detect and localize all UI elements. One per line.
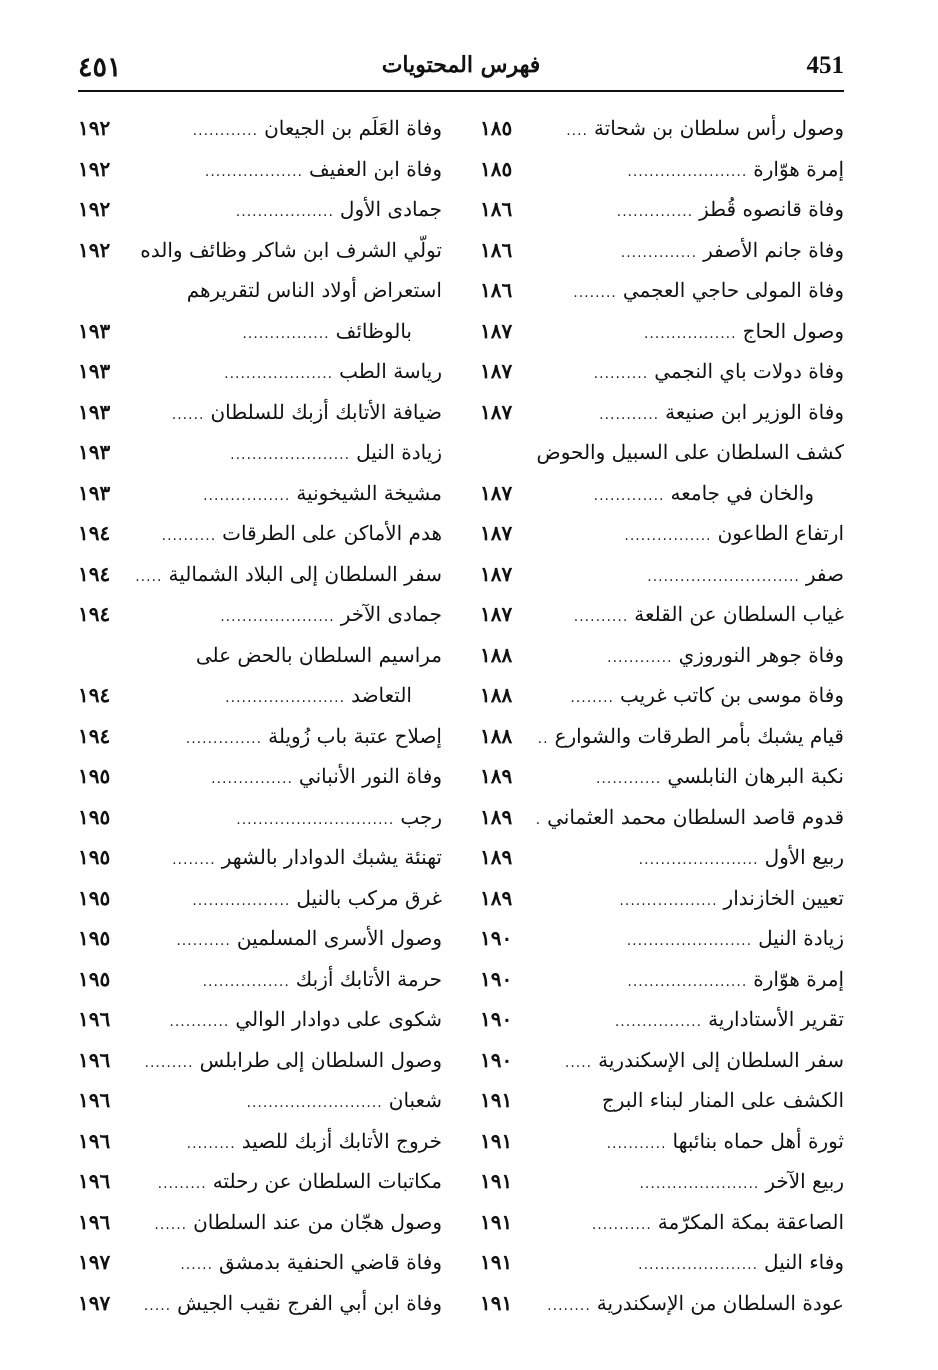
toc-entry-leader: ............ [607,649,673,666]
toc-entry-title: ارتفاع الطاعون [717,521,844,546]
toc-entry-leader: ................ [614,1014,703,1031]
toc-entry-leader: ........ [172,852,216,869]
toc-entry [480,878,844,919]
toc-entry-title: مراسيم السلطان بالحض على [195,642,442,667]
toc-entry [480,1202,844,1243]
toc-entry [78,1283,442,1324]
page-number-latin: 451 [806,52,844,79]
toc-entry-page: ١٩٤ [78,723,111,748]
toc-entry [480,716,844,757]
toc-entry-title: استعراض أولاد الناس لتقريرهم [186,278,442,303]
toc-entry-leader: .............. [620,244,698,261]
toc-entry-page: ١٨٧ [480,359,513,384]
toc-entry-leader: ................ [624,528,712,545]
toc-entry-leader: ...................... [225,690,346,707]
toc-entry [480,513,844,554]
toc-entry [480,1161,844,1202]
toc-entry-page: ١٨٨ [480,642,513,667]
toc-entry-page: ١٩٦ [78,1088,111,1113]
toc-entry [78,351,442,392]
toc-entry [480,351,844,392]
toc-entry-title: إصلاح عتبة باب زُويلة [268,723,442,748]
toc-entry-leader: .................... [224,366,334,383]
toc-entry [480,189,844,230]
toc-entry [78,1242,442,1283]
toc-entry-page: ١٨٨ [480,683,513,708]
toc-entry-leader: ................. [643,325,737,342]
toc-entry-page: ١٩٥ [78,926,111,951]
toc-entry [480,959,844,1000]
toc-entry [480,918,844,959]
toc-entry-page: ١٩٣ [78,440,111,465]
toc-entry [78,473,442,514]
toc-entry-page: ١٩٥ [78,966,111,991]
toc-entry-title: وفاة ابن العفيف [308,156,442,181]
toc-entry [480,594,844,635]
toc-entry-page: ١٩٥ [78,764,111,789]
toc-entry-leader [124,287,152,293]
toc-entry-leader: ...... [171,406,205,423]
toc-entry [78,999,442,1040]
toc-entry-page: ١٨٥ [480,156,513,181]
toc-entry [78,554,442,595]
toc-entry-page: ١٨٧ [480,602,513,627]
toc-entry-title: سفر السلطان إلى البلاد الشمالية [168,561,442,586]
toc-entry [78,959,442,1000]
toc-entry-leader [124,652,157,658]
toc-entry-page: ١٨٩ [480,804,513,829]
toc-entry-page: ١٩٣ [78,359,111,384]
toc-entry-title: وفاة جانم الأصفر [703,237,844,262]
toc-entry-title: تعيين الخازندار [723,885,844,910]
toc-entry-page: ١٩٢ [78,197,111,222]
toc-entry-title: ثورة أهل حماه بنائبها [672,1128,844,1153]
toc-entry-title: قيام يشبك بأمر الطرقات والشوارع [554,723,844,748]
toc-entry [480,392,844,433]
toc-entry-title: ربيع الآخر [765,1169,844,1194]
toc-entry [78,756,442,797]
toc-entry-title: شعبان [388,1088,442,1113]
toc-entry [78,1080,442,1121]
toc-entry-leader: ................ [242,325,330,342]
toc-entry [78,311,442,352]
toc-entry [78,1121,442,1162]
toc-entry-title: هدم الأماكن على الطرقات [222,521,442,546]
toc-entry-title: وفاة ابن أبي الفرج نقيب الجيش [177,1290,442,1315]
toc-entry-title: تولّي الشرف ابن شاكر وظائف والده [140,237,442,262]
toc-entry-page: ١٨٧ [480,480,513,505]
toc-entry [480,635,844,676]
toc-entry-title: عودة السلطان من الإسكندرية [596,1290,844,1315]
toc-entry-leader: .......... [176,933,231,950]
toc-entry-title: إمرة هوّارة [753,156,844,181]
toc-entry-page: ١٩٣ [78,480,111,505]
toc-entry-title: وصول هجّان من عند السلطان [193,1209,442,1234]
toc-entry-title: وفاة قاضي الحنفية بدمشق [219,1250,442,1275]
toc-entry-leader: ...................... [627,973,748,990]
toc-entry-page: ١٩٢ [78,237,111,262]
toc-entry-leader [526,449,528,455]
toc-entry-leader: ........... [169,1014,230,1031]
toc-entry [480,1242,844,1283]
toc-entry-page: ١٩٠ [480,926,513,951]
running-title: فهرس المحتويات [381,52,541,78]
toc-entry [78,1161,442,1202]
toc-entry-leader: .......... [593,366,649,383]
toc-entry-page: ١٩٣ [78,318,111,343]
toc-entry-page: ١٨٧ [480,521,513,546]
toc-entry-title: جمادى الآخر [340,602,442,627]
toc-entry-title: وفاة العَلَم بن الجيعان [264,116,442,141]
toc-entry-page: ١٩٦ [78,1209,111,1234]
toc-entry-leader: .......... [161,528,217,545]
toc-entry-leader: .. [537,730,549,747]
toc-entry-leader: ............ [595,771,662,788]
toc-entry-leader: . [535,811,542,828]
toc-entry [78,432,442,473]
toc-entry [78,635,442,676]
toc-entry [480,675,844,716]
toc-entry-title: الصاعقة بمكة المكرّمة [657,1209,844,1234]
toc-entry [78,513,442,554]
toc-entry-leader: .... [566,123,589,140]
toc-entry-title: وفاة دولات باي النجمي [654,359,844,384]
toc-entry-leader: ........... [599,406,660,423]
toc-entry-page: ١٩١ [480,1209,513,1234]
toc-entry-page: ١٩١ [480,1088,513,1113]
toc-entry-page: ١٨٩ [480,764,513,789]
toc-entry-leader: ............................. [236,811,395,828]
toc-entry [78,270,442,311]
toc-entry [480,554,844,595]
toc-entry [78,797,442,838]
toc-entry-title: والخان في جامعه [670,480,814,505]
toc-entry-title: إمرة هوّارة [753,966,844,991]
toc-entry-title: تهنئة يشبك الدوادار بالشهر [221,845,442,870]
toc-entry-page: ١٩٦ [78,1007,111,1032]
toc-entry [480,230,844,271]
toc-entry-leader: ...... [180,1257,214,1274]
toc-entry-leader: .......... [573,609,629,626]
toc-entry-leader: ....................... [626,933,753,950]
toc-entry-title: تقرير الأستادارية [708,1007,844,1032]
toc-entry [480,432,844,473]
toc-column-right [480,108,844,1323]
toc-entry-page: ١٩١ [480,1250,513,1275]
toc-entry [78,837,442,878]
toc-entry-leader: ........ [547,1297,591,1314]
toc-entry-leader: ..... [564,1054,593,1071]
toc-entry [480,1040,844,1081]
toc-entry-page: ١٨٧ [480,399,513,424]
toc-entry-page: ١٩٠ [480,966,513,991]
toc-entry-leader: ...................... [638,852,759,869]
toc-entry-page: ١٨٩ [480,845,513,870]
toc-entry-leader [526,1097,596,1103]
toc-entry-page: ١٩٣ [78,399,111,424]
toc-entry-leader: ......... [186,1135,236,1152]
toc-entry [78,230,442,271]
toc-entry [480,1080,844,1121]
toc-entry-leader: ......................... [246,1095,383,1112]
toc-entry-page: ١٩٥ [78,845,111,870]
toc-entry-page: ١٨٥ [480,116,513,141]
toc-entry-title: ضيافة الأتابك أزبك للسلطان [210,399,442,424]
toc-entry-page: ١٨٧ [480,318,513,343]
toc-entry [480,270,844,311]
toc-entry-page: ١٨٧ [480,561,513,586]
toc-entry-page: ١٩١ [480,1169,513,1194]
toc-entry [78,675,442,716]
toc-entry-title: قدوم قاصد السلطان محمد العثماني [547,804,844,829]
toc-entry-leader: ......... [157,1176,207,1193]
toc-entry [480,108,844,149]
toc-entry-title: غياب السلطان عن القلعة [634,602,844,627]
toc-entry-leader: ...................... [230,447,351,464]
toc-entry-title: زيادة النيل [758,926,844,951]
toc-entry [78,594,442,635]
toc-entry-title: كشف السلطان على السبيل والحوض [536,440,844,465]
toc-entry-leader: .............. [185,730,263,747]
page-header [78,44,844,92]
toc-entry-leader: .................. [235,204,334,221]
toc-entry [78,189,442,230]
toc-entry-title: سفر السلطان إلى الإسكندرية [598,1047,844,1072]
toc-entry-title: مكاتبات السلطان عن رحلته [212,1169,442,1194]
toc-entry-title: وفاء النيل [764,1250,844,1275]
toc-entry-leader: ..... [143,1297,172,1314]
toc-entry-leader: ..... [135,568,163,585]
toc-entry-leader: ...................... [627,163,748,180]
toc-entry [78,1202,442,1243]
toc-entry-title: ربيع الأول [764,845,844,870]
toc-entry-leader: ............. [593,487,665,504]
toc-entry [480,149,844,190]
toc-entry-title: الكشف على المنار لبناء البرج [601,1088,844,1113]
toc-entry-leader: ........... [591,1216,652,1233]
toc-entry-page: ١٩٦ [78,1047,111,1072]
toc-entry-page: ١٩١ [480,1128,513,1153]
toc-entry [480,473,844,514]
toc-entry-leader: .............. [616,204,694,221]
toc-entry-page: ١٨٩ [480,885,513,910]
toc-entry-leader: ...... [154,1216,188,1233]
toc-entry-leader: ........... [606,1135,667,1152]
toc-entry-leader [124,247,134,253]
toc-entry-page: ١٩٤ [78,521,111,546]
toc-entry-title: التعاضد [351,683,412,708]
toc-entry [480,1283,844,1324]
toc-entry-leader: ..................... [220,609,335,626]
toc-entry-leader: ...................... [638,1257,759,1274]
toc-entry-title: وفاة النور الأنباني [298,764,442,789]
toc-entry-page: ١٨٨ [480,723,513,748]
toc-entry-page: ١٩٢ [78,116,111,141]
toc-entry-title: رياسة الطب [339,359,442,384]
toc-entry [480,756,844,797]
toc-entry-title: غرق مركب بالنيل [296,885,442,910]
toc-entry-title: نكبة البرهان النابلسي [667,764,844,789]
toc-entry-page: ١٨٦ [480,197,513,222]
toc-entry-title: وصول الحاج [742,318,844,343]
toc-entry-leader: ............................ [647,568,800,585]
toc-entry-page: ١٩٤ [78,683,111,708]
toc-entry-page: ١٩٥ [78,885,111,910]
toc-column-left [78,108,442,1323]
toc-entry-title: وفاة المولى حاجي العجمي [622,278,844,303]
toc-entry-leader: .................. [204,163,303,180]
toc-entry-leader: ........ [573,285,617,302]
toc-entry-leader: .................. [192,892,291,909]
toc-entry-leader: ......... [144,1054,194,1071]
toc-entry-title: صفر [805,561,844,586]
toc-entry [480,1121,844,1162]
toc-entry-page: ١٩٦ [78,1128,111,1153]
toc-entry-page: ١٨٦ [480,237,513,262]
toc-entry [78,918,442,959]
toc-entry-title: رجب [400,804,442,829]
toc-entry-title: حرمة الأتابك أزبك [295,966,442,991]
page-number-arabic: ٤٥١ [78,52,122,83]
toc-entry [78,878,442,919]
toc-entry-leader: ................ [202,973,290,990]
toc-entry-page: ١٩٧ [78,1290,111,1315]
toc-entry-title: وصول السلطان إلى طرابلس [199,1047,442,1072]
toc-entry-title: زيادة النيل [356,440,442,465]
toc-entry-page: ١٩٧ [78,1250,111,1275]
toc-entry [480,311,844,352]
toc-entry [78,1040,442,1081]
toc-entry [480,837,844,878]
toc-entry-title: مشيخة الشيخونية [296,480,442,505]
toc-entry-leader: ............... [211,771,293,788]
toc-entry-page: ١٩٢ [78,156,111,181]
toc-entry-title: وصول الأسرى المسلمين [236,926,442,951]
toc-entry-leader: ............ [192,123,259,140]
toc-entry-leader: .................. [619,892,718,909]
toc-entry-title: وفاة الوزير ابن صنيعة [665,399,844,424]
toc-entry-title: وصول رأس سلطان بن شحاتة [594,116,844,141]
toc-entry [78,149,442,190]
toc-entry-leader: ................ [203,487,291,504]
toc-entry-page: ١٩٤ [78,561,111,586]
toc-entry-title: شكوى على دوادار الوالي [235,1007,442,1032]
toc-entry-page: ١٩٦ [78,1169,111,1194]
toc-entry [78,716,442,757]
toc-entry-title: وفاة موسى بن كاتب غريب [619,683,844,708]
toc-entry-page: ١٩٠ [480,1047,513,1072]
toc-entry-page: ١٩٥ [78,804,111,829]
toc-entry-title: وفاة جوهر النوروزي [678,642,844,667]
toc-entry-page: ١٨٦ [480,278,513,303]
toc-entry [78,108,442,149]
toc-entry-title: وفاة قانصوه قُطز [699,197,844,222]
toc-entry-title: بالوظائف [335,318,412,343]
toc-entry-leader: ...................... [639,1176,760,1193]
toc-entry-page: ١٩٤ [78,602,111,627]
toc-entry-title: خروج الأتابك أزبك للصيد [241,1128,442,1153]
toc-entry [480,999,844,1040]
toc-entry [480,797,844,838]
toc-entry-leader: ........ [570,690,614,707]
toc-entry-title: جمادى الأول [339,197,442,222]
toc-entry-page: ١٩١ [480,1290,513,1315]
toc-entry [78,392,442,433]
toc-entry-page: ١٩٠ [480,1007,513,1032]
